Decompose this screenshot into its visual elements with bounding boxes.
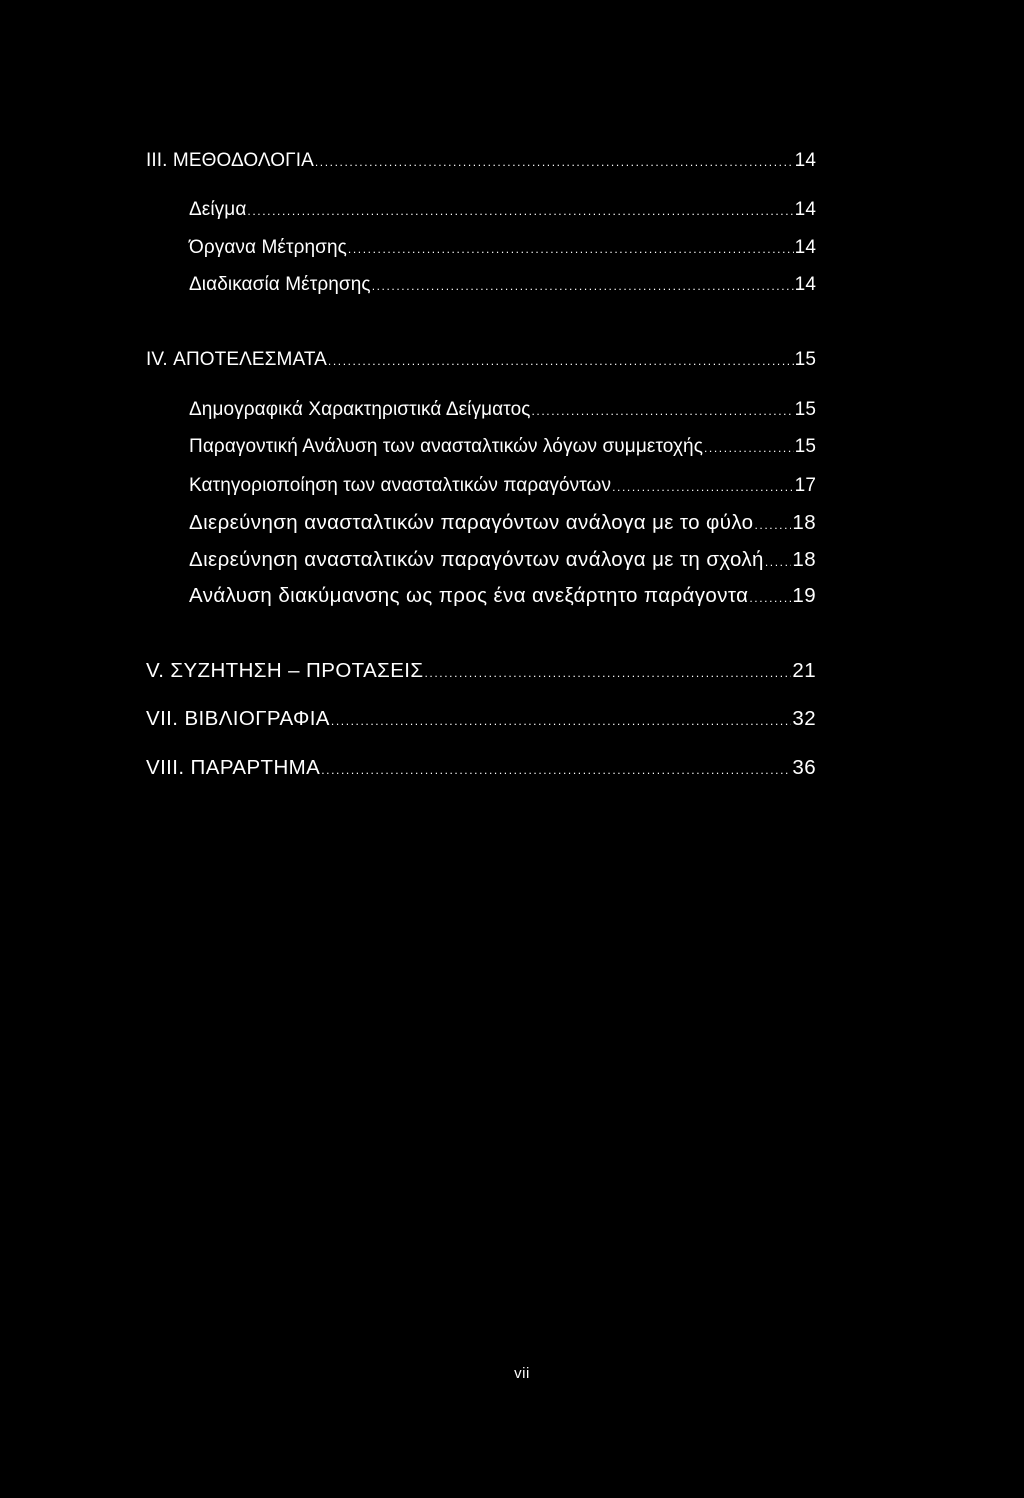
toc-entry-page: 36 xyxy=(792,756,816,779)
toc-entry-bibliography xyxy=(146,707,816,733)
toc-dot-leader xyxy=(247,199,793,223)
toc-entry-discussion xyxy=(146,659,816,685)
toc-dot-leader xyxy=(348,237,794,261)
toc-dot-leader xyxy=(328,349,794,373)
toc-dot-leader xyxy=(754,513,791,537)
toc-dot-leader xyxy=(749,586,791,610)
toc-entry-label: III. ΜΕΘΟΔΟΛΟΓΙΑ xyxy=(146,150,314,171)
toc-dot-leader xyxy=(612,475,794,499)
toc-dot-leader xyxy=(704,436,794,460)
toc-dot-leader xyxy=(424,661,791,685)
toc-entry-by-school xyxy=(189,548,816,574)
toc-entry-label: Κατηγοριοποίηση των ανασταλτικών παραγόντων xyxy=(189,475,612,496)
toc-entry-label: Ανάλυση διακύμανσης ως προς ένα ανεξάρτητο παράγοντα xyxy=(189,584,749,607)
toc-entry-label: Δημογραφικά Χαρακτηριστικά Δείγματος xyxy=(189,399,531,420)
page-number: vii xyxy=(514,1365,530,1382)
toc-entry-label: VII. ΒΙΒΛΙΟΓΡΑΦΙΑ xyxy=(146,707,330,730)
toc-dot-leader xyxy=(315,150,794,174)
toc-entry-page: 19 xyxy=(792,584,816,607)
toc-entry-page: 32 xyxy=(792,707,816,730)
toc-entry-label: IV. ΑΠΟΤΕΛΕΣΜΑΤΑ xyxy=(146,349,327,370)
toc-entry-page: 14 xyxy=(794,237,816,258)
toc-entry-label: Δείγμα xyxy=(189,199,247,220)
toc-entry-anova xyxy=(189,584,816,610)
toc-entry-label: Διερεύνηση ανασταλτικών παραγόντων ανάλογα με τη σχολή xyxy=(189,548,764,571)
toc-entry-page: 14 xyxy=(794,150,816,171)
toc-entry-label: V. ΣΥΖΗΤΗΣΗ – ΠΡΟΤΑΣΕΙΣ xyxy=(146,659,424,682)
toc-entry-label: Διερεύνηση ανασταλτικών παραγόντων ανάλογα με το φύλο xyxy=(189,511,754,534)
toc-entry-page: 15 xyxy=(794,436,816,457)
toc-entry-label: Όργανα Μέτρησης xyxy=(189,237,347,258)
toc-entry-by-gender xyxy=(189,511,816,537)
toc-entry-sample xyxy=(189,198,816,223)
toc-entry-demographics xyxy=(189,398,816,423)
toc-entry-page: 18 xyxy=(792,511,816,534)
toc-entry-results xyxy=(146,348,816,373)
toc-entry-page: 14 xyxy=(794,274,816,295)
toc-entry-appendix xyxy=(146,756,816,782)
toc-entry-instruments xyxy=(189,236,816,261)
toc-dot-leader xyxy=(532,399,794,423)
toc-entry-label: VIII. ΠΑΡΑΡΤΗΜΑ xyxy=(146,756,321,779)
toc-entry-page: 15 xyxy=(794,349,816,370)
toc-entry-label: Διαδικασία Μέτρησης xyxy=(189,274,371,295)
toc-dot-leader xyxy=(331,709,792,733)
toc-entry-categorization xyxy=(189,474,816,499)
toc-entry-page: 15 xyxy=(794,399,816,420)
toc-entry-methodology xyxy=(146,149,816,174)
toc-dot-leader xyxy=(321,758,791,782)
toc-entry-page: 17 xyxy=(794,475,816,496)
toc-entry-factor-analysis xyxy=(189,435,816,460)
toc-entry-page: 18 xyxy=(792,548,816,571)
toc-entry-procedure xyxy=(189,273,816,298)
toc-entry-page: 14 xyxy=(794,199,816,220)
toc-dot-leader xyxy=(765,550,792,574)
toc-dot-leader xyxy=(372,274,794,298)
toc-entry-label: Παραγοντική Ανάλυση των ανασταλτικών λόγων συμμετοχής xyxy=(189,436,703,457)
toc-entry-page: 21 xyxy=(792,659,816,682)
